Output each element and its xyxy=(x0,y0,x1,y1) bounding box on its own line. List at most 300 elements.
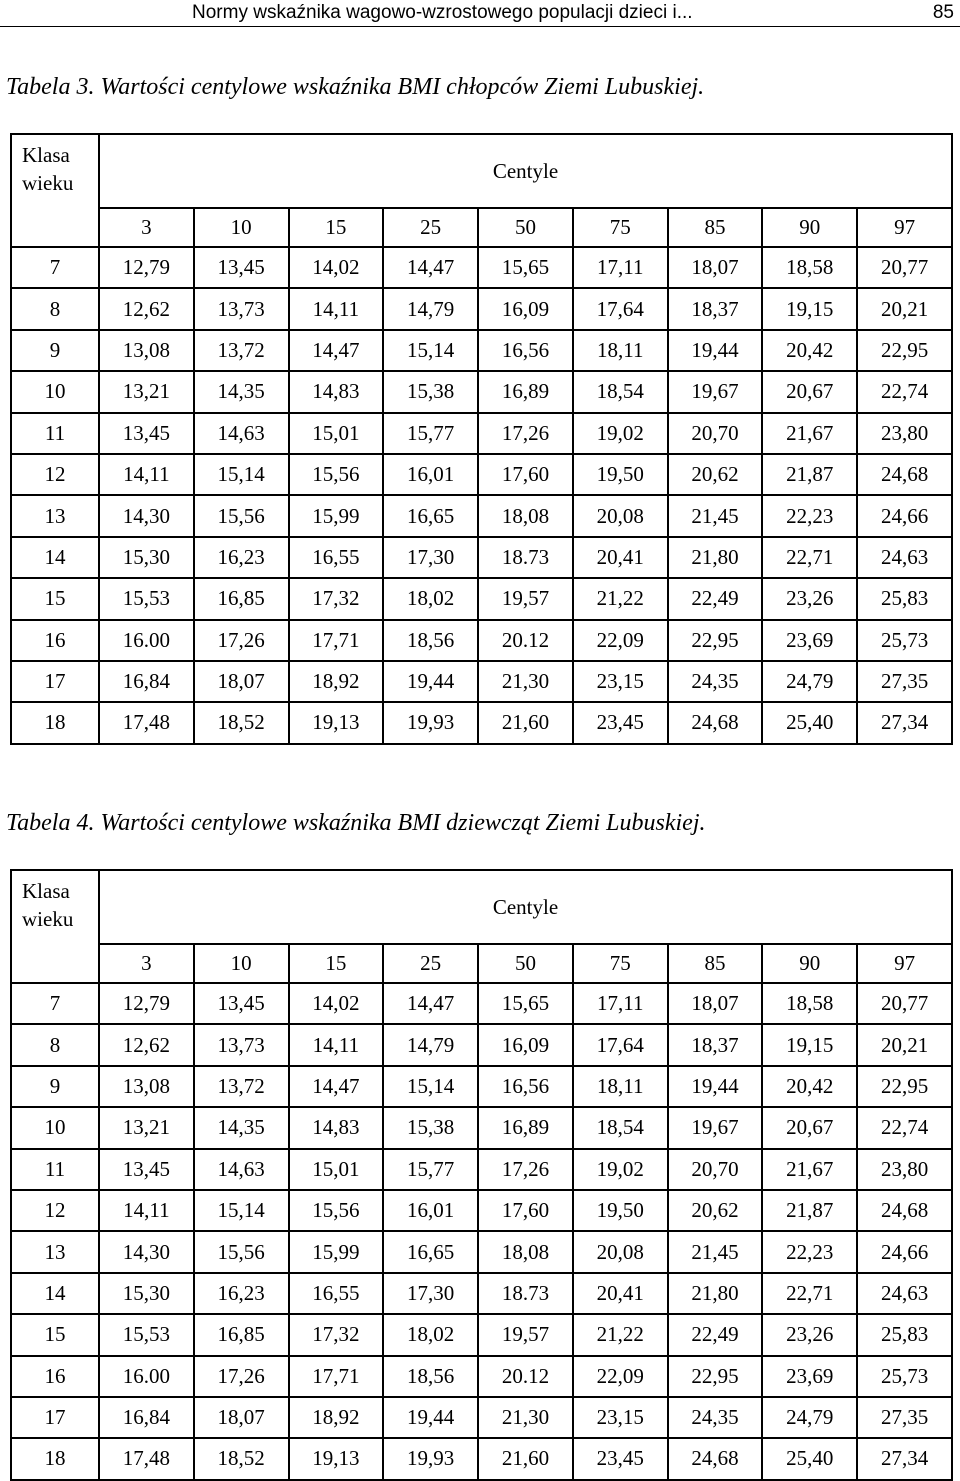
bmi-value-cell: 19,67 xyxy=(668,371,763,412)
bmi-value-cell: 20,67 xyxy=(762,371,857,412)
bmi-value-cell: 17,64 xyxy=(573,1024,668,1065)
age-cell: 12 xyxy=(11,454,99,495)
bmi-value-cell: 14,47 xyxy=(383,983,478,1024)
bmi-value-cell: 14,11 xyxy=(289,1024,384,1065)
bmi-value-cell: 20,70 xyxy=(668,413,763,454)
age-header-line: wieku xyxy=(22,907,74,931)
bmi-value-cell: 22,95 xyxy=(668,620,763,661)
bmi-value-cell: 20,67 xyxy=(762,1107,857,1148)
bmi-value-cell: 22,49 xyxy=(668,1314,763,1355)
bmi-value-cell: 14,30 xyxy=(99,495,194,536)
bmi-value-cell: 18,52 xyxy=(194,1438,289,1479)
centile-label: 15 xyxy=(289,944,384,983)
bmi-value-cell: 16,89 xyxy=(478,1107,573,1148)
bmi-value-cell: 14,83 xyxy=(289,371,384,412)
bmi-value-cell: 21,45 xyxy=(668,495,763,536)
bmi-value-cell: 18,37 xyxy=(668,288,763,329)
running-header-title: Normy wskaźnika wagowo-wzrostowego populacji dzieci i... xyxy=(192,2,693,23)
bmi-value-cell: 24,63 xyxy=(857,537,952,578)
bmi-value-cell: 19,57 xyxy=(478,1314,573,1355)
centiles-header: Centyle xyxy=(99,870,952,944)
bmi-value-cell: 12,79 xyxy=(99,983,194,1024)
bmi-value-cell: 19,15 xyxy=(762,288,857,329)
bmi-value-cell: 13,72 xyxy=(194,330,289,371)
table-row xyxy=(11,1231,952,1272)
bmi-value-cell: 23,15 xyxy=(573,661,668,702)
table-row xyxy=(11,620,952,661)
bmi-value-cell: 17,26 xyxy=(194,1356,289,1397)
bmi-value-cell: 17,11 xyxy=(573,247,668,288)
centile-label: 25 xyxy=(383,944,478,983)
bmi-value-cell: 17,30 xyxy=(383,537,478,578)
table-caption: Tabela 3. Wartości centylowe wskaźnika BMI chłopców Ziemi Lubuskiej. xyxy=(6,74,705,100)
bmi-value-cell: 19,44 xyxy=(668,1066,763,1107)
bmi-value-cell: 19,02 xyxy=(573,413,668,454)
bmi-value-cell: 16,09 xyxy=(478,1024,573,1065)
centile-label: 85 xyxy=(668,944,763,983)
bmi-value-cell: 19,50 xyxy=(573,454,668,495)
bmi-value-cell: 25,83 xyxy=(857,1314,952,1355)
bmi-value-cell: 22,95 xyxy=(857,330,952,371)
bmi-value-cell: 24,79 xyxy=(762,661,857,702)
bmi-value-cell: 18,58 xyxy=(762,983,857,1024)
bmi-value-cell: 18,92 xyxy=(289,661,384,702)
table-row xyxy=(11,454,952,495)
centiles-header: Centyle xyxy=(99,134,952,208)
age-cell: 10 xyxy=(11,1107,99,1148)
bmi-value-cell: 18,52 xyxy=(194,702,289,743)
bmi-value-cell: 14,11 xyxy=(99,454,194,495)
bmi-value-cell: 21,22 xyxy=(573,578,668,619)
age-cell: 8 xyxy=(11,1024,99,1065)
bmi-value-cell: 24,68 xyxy=(668,1438,763,1479)
bmi-value-cell: 15,38 xyxy=(383,1107,478,1148)
bmi-value-cell: 15,56 xyxy=(194,495,289,536)
bmi-value-cell: 18,07 xyxy=(668,983,763,1024)
bmi-value-cell: 15,30 xyxy=(99,1273,194,1314)
bmi-value-cell: 16,65 xyxy=(383,1231,478,1272)
bmi-value-cell: 18,37 xyxy=(668,1024,763,1065)
bmi-value-cell: 25,40 xyxy=(762,1438,857,1479)
bmi-value-cell: 13,45 xyxy=(194,983,289,1024)
bmi-value-cell: 17,71 xyxy=(289,620,384,661)
bmi-value-cell: 14,79 xyxy=(383,1024,478,1065)
bmi-value-cell: 18,54 xyxy=(573,1107,668,1148)
bmi-value-cell: 15,56 xyxy=(194,1231,289,1272)
age-cell: 13 xyxy=(11,495,99,536)
age-cell: 12 xyxy=(11,1190,99,1231)
bmi-value-cell: 20,62 xyxy=(668,454,763,495)
bmi-value-cell: 18,92 xyxy=(289,1397,384,1438)
table-row xyxy=(11,1190,952,1231)
bmi-value-cell: 25,40 xyxy=(762,702,857,743)
bmi-value-cell: 17,60 xyxy=(478,1190,573,1231)
bmi-value-cell: 18,11 xyxy=(573,330,668,371)
bmi-value-cell: 24,35 xyxy=(668,1397,763,1438)
bmi-value-cell: 23,69 xyxy=(762,620,857,661)
table-row xyxy=(11,247,952,288)
bmi-value-cell: 12,62 xyxy=(99,1024,194,1065)
age-cell: 9 xyxy=(11,330,99,371)
bmi-value-cell: 14,11 xyxy=(289,288,384,329)
bmi-value-cell: 16,89 xyxy=(478,371,573,412)
bmi-value-cell: 20,41 xyxy=(573,1273,668,1314)
bmi-value-cell: 24,66 xyxy=(857,1231,952,1272)
bmi-value-cell: 14,63 xyxy=(194,413,289,454)
bmi-value-cell: 18.73 xyxy=(478,1273,573,1314)
bmi-value-cell: 19,13 xyxy=(289,702,384,743)
bmi-value-cell: 17,26 xyxy=(478,1149,573,1190)
bmi-value-cell: 21,80 xyxy=(668,537,763,578)
age-cell: 16 xyxy=(11,1356,99,1397)
bmi-value-cell: 20,21 xyxy=(857,288,952,329)
bmi-value-cell: 16,85 xyxy=(194,578,289,619)
bmi-value-cell: 16.00 xyxy=(99,1356,194,1397)
age-cell: 11 xyxy=(11,413,99,454)
bmi-value-cell: 19,15 xyxy=(762,1024,857,1065)
bmi-value-cell: 24,68 xyxy=(857,454,952,495)
page-number: 85 xyxy=(932,2,954,23)
bmi-value-cell: 21,30 xyxy=(478,1397,573,1438)
age-cell: 9 xyxy=(11,1066,99,1107)
bmi-value-cell: 16,01 xyxy=(383,1190,478,1231)
bmi-value-cell: 23,15 xyxy=(573,1397,668,1438)
bmi-value-cell: 27,34 xyxy=(857,702,952,743)
bmi-value-cell: 19,02 xyxy=(573,1149,668,1190)
age-cell: 11 xyxy=(11,1149,99,1190)
age-class-header xyxy=(11,134,99,247)
bmi-value-cell: 19,44 xyxy=(383,1397,478,1438)
age-header-line: Klasa xyxy=(22,879,70,903)
bmi-value-cell: 16,84 xyxy=(99,661,194,702)
bmi-value-cell: 16,84 xyxy=(99,1397,194,1438)
centile-label: 3 xyxy=(99,208,194,247)
bmi-value-cell: 14,02 xyxy=(289,983,384,1024)
bmi-value-cell: 14,02 xyxy=(289,247,384,288)
centile-label: 3 xyxy=(99,944,194,983)
bmi-value-cell: 17,48 xyxy=(99,1438,194,1479)
table-caption: Tabela 4. Wartości centylowe wskaźnika BMI dziewcząt Ziemi Lubuskiej. xyxy=(6,810,706,836)
bmi-value-cell: 18,58 xyxy=(762,247,857,288)
bmi-value-cell: 23,80 xyxy=(857,413,952,454)
bmi-value-cell: 18.73 xyxy=(478,537,573,578)
header-row xyxy=(11,870,952,944)
bmi-value-cell: 20.12 xyxy=(478,1356,573,1397)
bmi-value-cell: 19,44 xyxy=(383,661,478,702)
centile-label: 15 xyxy=(289,208,384,247)
bmi-value-cell: 14,35 xyxy=(194,371,289,412)
bmi-value-cell: 24,79 xyxy=(762,1397,857,1438)
bmi-value-cell: 23,45 xyxy=(573,1438,668,1479)
bmi-value-cell: 16.00 xyxy=(99,620,194,661)
table-row xyxy=(11,1066,952,1107)
bmi-value-cell: 15,77 xyxy=(383,1149,478,1190)
bmi-value-cell: 21,60 xyxy=(478,702,573,743)
bmi-value-cell: 20,41 xyxy=(573,537,668,578)
bmi-value-cell: 16,23 xyxy=(194,537,289,578)
bmi-value-cell: 22,49 xyxy=(668,578,763,619)
centile-label: 10 xyxy=(194,944,289,983)
bmi-value-cell: 25,73 xyxy=(857,620,952,661)
bmi-value-cell: 17,60 xyxy=(478,454,573,495)
table-row xyxy=(11,537,952,578)
bmi-value-cell: 16,56 xyxy=(478,330,573,371)
age-cell: 16 xyxy=(11,620,99,661)
bmi-value-cell: 27,34 xyxy=(857,1438,952,1479)
bmi-value-cell: 16,55 xyxy=(289,537,384,578)
bmi-value-cell: 21,30 xyxy=(478,661,573,702)
table-row xyxy=(11,983,952,1024)
bmi-value-cell: 14,35 xyxy=(194,1107,289,1148)
bmi-value-cell: 14,11 xyxy=(99,1190,194,1231)
table-row xyxy=(11,1397,952,1438)
bmi-value-cell: 19,93 xyxy=(383,702,478,743)
age-cell: 10 xyxy=(11,371,99,412)
bmi-value-cell: 22,23 xyxy=(762,1231,857,1272)
bmi-value-cell: 18,54 xyxy=(573,371,668,412)
bmi-value-cell: 17,71 xyxy=(289,1356,384,1397)
bmi-value-cell: 13,08 xyxy=(99,330,194,371)
bmi-value-cell: 20,77 xyxy=(857,247,952,288)
bmi-value-cell: 19,67 xyxy=(668,1107,763,1148)
bmi-value-cell: 16,85 xyxy=(194,1314,289,1355)
bmi-value-cell: 21,22 xyxy=(573,1314,668,1355)
bmi-value-cell: 13,21 xyxy=(99,1107,194,1148)
bmi-value-cell: 22,09 xyxy=(573,620,668,661)
age-cell: 18 xyxy=(11,1438,99,1479)
bmi-value-cell: 22,95 xyxy=(668,1356,763,1397)
bmi-value-cell: 15,99 xyxy=(289,495,384,536)
age-cell: 8 xyxy=(11,288,99,329)
table-row xyxy=(11,1107,952,1148)
bmi-value-cell: 18,08 xyxy=(478,495,573,536)
bmi-value-cell: 20,42 xyxy=(762,330,857,371)
bmi-value-cell: 15,01 xyxy=(289,413,384,454)
bmi-value-cell: 20,77 xyxy=(857,983,952,1024)
bmi-value-cell: 21,87 xyxy=(762,1190,857,1231)
table-row xyxy=(11,1314,952,1355)
table-row xyxy=(11,495,952,536)
table-row xyxy=(11,1273,952,1314)
bmi-value-cell: 23,26 xyxy=(762,578,857,619)
age-header-line: Klasa xyxy=(22,143,70,167)
table-row xyxy=(11,702,952,743)
bmi-value-cell: 17,26 xyxy=(478,413,573,454)
bmi-value-cell: 15,14 xyxy=(383,1066,478,1107)
centile-label: 85 xyxy=(668,208,763,247)
age-header-line: wieku xyxy=(22,171,74,195)
bmi-value-cell: 20,42 xyxy=(762,1066,857,1107)
table-row xyxy=(11,1024,952,1065)
bmi-value-cell: 27,35 xyxy=(857,661,952,702)
bmi-value-cell: 18,56 xyxy=(383,620,478,661)
bmi-value-cell: 15,56 xyxy=(289,1190,384,1231)
age-cell: 7 xyxy=(11,983,99,1024)
bmi-value-cell: 17,48 xyxy=(99,702,194,743)
bmi-value-cell: 19,50 xyxy=(573,1190,668,1231)
bmi-value-cell: 21,67 xyxy=(762,413,857,454)
bmi-value-cell: 22,74 xyxy=(857,1107,952,1148)
age-cell: 15 xyxy=(11,1314,99,1355)
bmi-value-cell: 18,07 xyxy=(194,661,289,702)
running-header xyxy=(0,0,960,27)
bmi-value-cell: 24,68 xyxy=(857,1190,952,1231)
bmi-value-cell: 18,02 xyxy=(383,1314,478,1355)
centile-label: 97 xyxy=(857,208,952,247)
bmi-value-cell: 25,83 xyxy=(857,578,952,619)
bmi-value-cell: 14,63 xyxy=(194,1149,289,1190)
bmi-value-cell: 21,67 xyxy=(762,1149,857,1190)
table-row xyxy=(11,1356,952,1397)
bmi-value-cell: 13,21 xyxy=(99,371,194,412)
bmi-table-boys xyxy=(10,133,953,745)
table-row xyxy=(11,413,952,454)
age-cell: 15 xyxy=(11,578,99,619)
bmi-value-cell: 19,93 xyxy=(383,1438,478,1479)
bmi-value-cell: 15,56 xyxy=(289,454,384,495)
bmi-value-cell: 14,83 xyxy=(289,1107,384,1148)
bmi-value-cell: 15,01 xyxy=(289,1149,384,1190)
age-cell: 17 xyxy=(11,1397,99,1438)
bmi-value-cell: 17,26 xyxy=(194,620,289,661)
bmi-value-cell: 22,95 xyxy=(857,1066,952,1107)
bmi-value-cell: 15,14 xyxy=(194,1190,289,1231)
header-row xyxy=(11,134,952,208)
bmi-value-cell: 22,09 xyxy=(573,1356,668,1397)
bmi-value-cell: 15,99 xyxy=(289,1231,384,1272)
centile-labels-row xyxy=(11,208,952,247)
bmi-value-cell: 14,47 xyxy=(289,330,384,371)
age-cell: 17 xyxy=(11,661,99,702)
age-cell: 14 xyxy=(11,1273,99,1314)
bmi-value-cell: 13,45 xyxy=(194,247,289,288)
centile-labels-row xyxy=(11,944,952,983)
centile-label: 97 xyxy=(857,944,952,983)
bmi-value-cell: 16,23 xyxy=(194,1273,289,1314)
bmi-value-cell: 22,71 xyxy=(762,537,857,578)
bmi-value-cell: 16,56 xyxy=(478,1066,573,1107)
centile-label: 90 xyxy=(762,208,857,247)
bmi-value-cell: 23,69 xyxy=(762,1356,857,1397)
bmi-value-cell: 14,79 xyxy=(383,288,478,329)
table-row xyxy=(11,288,952,329)
bmi-value-cell: 15,30 xyxy=(99,537,194,578)
bmi-value-cell: 13,08 xyxy=(99,1066,194,1107)
bmi-value-cell: 18,07 xyxy=(668,247,763,288)
table-row xyxy=(11,1149,952,1190)
bmi-value-cell: 24,35 xyxy=(668,661,763,702)
age-cell: 18 xyxy=(11,702,99,743)
bmi-value-cell: 13,45 xyxy=(99,413,194,454)
bmi-value-cell: 23,45 xyxy=(573,702,668,743)
table-row xyxy=(11,1438,952,1479)
bmi-value-cell: 19,57 xyxy=(478,578,573,619)
bmi-value-cell: 16,55 xyxy=(289,1273,384,1314)
bmi-value-cell: 14,47 xyxy=(289,1066,384,1107)
centile-label: 50 xyxy=(478,208,573,247)
bmi-value-cell: 27,35 xyxy=(857,1397,952,1438)
bmi-value-cell: 17,11 xyxy=(573,983,668,1024)
bmi-value-cell: 15,53 xyxy=(99,578,194,619)
bmi-value-cell: 24,68 xyxy=(668,702,763,743)
bmi-value-cell: 23,26 xyxy=(762,1314,857,1355)
bmi-value-cell: 21,60 xyxy=(478,1438,573,1479)
centile-label: 75 xyxy=(573,944,668,983)
bmi-value-cell: 20,08 xyxy=(573,1231,668,1272)
table-row xyxy=(11,578,952,619)
bmi-value-cell: 14,47 xyxy=(383,247,478,288)
bmi-value-cell: 15,14 xyxy=(194,454,289,495)
bmi-value-cell: 14,30 xyxy=(99,1231,194,1272)
bmi-value-cell: 25,73 xyxy=(857,1356,952,1397)
table-row xyxy=(11,371,952,412)
table-row xyxy=(11,661,952,702)
bmi-value-cell: 18,02 xyxy=(383,578,478,619)
bmi-value-cell: 13,72 xyxy=(194,1066,289,1107)
bmi-value-cell: 15,65 xyxy=(478,983,573,1024)
bmi-value-cell: 22,23 xyxy=(762,495,857,536)
bmi-value-cell: 21,45 xyxy=(668,1231,763,1272)
bmi-value-cell: 17,30 xyxy=(383,1273,478,1314)
bmi-table-girls xyxy=(10,869,953,1481)
bmi-value-cell: 16,65 xyxy=(383,495,478,536)
bmi-value-cell: 19,13 xyxy=(289,1438,384,1479)
bmi-value-cell: 20,08 xyxy=(573,495,668,536)
bmi-value-cell: 12,62 xyxy=(99,288,194,329)
centile-label: 50 xyxy=(478,944,573,983)
bmi-value-cell: 24,63 xyxy=(857,1273,952,1314)
age-class-header xyxy=(11,870,99,983)
bmi-value-cell: 17,32 xyxy=(289,1314,384,1355)
bmi-value-cell: 15,65 xyxy=(478,247,573,288)
bmi-value-cell: 15,14 xyxy=(383,330,478,371)
centile-label: 75 xyxy=(573,208,668,247)
bmi-value-cell: 18,07 xyxy=(194,1397,289,1438)
bmi-value-cell: 22,71 xyxy=(762,1273,857,1314)
bmi-value-cell: 23,80 xyxy=(857,1149,952,1190)
bmi-value-cell: 15,53 xyxy=(99,1314,194,1355)
bmi-value-cell: 15,77 xyxy=(383,413,478,454)
bmi-value-cell: 18,11 xyxy=(573,1066,668,1107)
age-cell: 13 xyxy=(11,1231,99,1272)
bmi-value-cell: 22,74 xyxy=(857,371,952,412)
bmi-value-cell: 17,64 xyxy=(573,288,668,329)
centile-label: 25 xyxy=(383,208,478,247)
bmi-value-cell: 13,73 xyxy=(194,288,289,329)
bmi-value-cell: 21,87 xyxy=(762,454,857,495)
bmi-value-cell: 15,38 xyxy=(383,371,478,412)
bmi-value-cell: 17,32 xyxy=(289,578,384,619)
bmi-value-cell: 13,45 xyxy=(99,1149,194,1190)
bmi-value-cell: 20,62 xyxy=(668,1190,763,1231)
table-row xyxy=(11,330,952,371)
age-cell: 14 xyxy=(11,537,99,578)
centile-label: 90 xyxy=(762,944,857,983)
bmi-value-cell: 24,66 xyxy=(857,495,952,536)
bmi-value-cell: 20,21 xyxy=(857,1024,952,1065)
bmi-value-cell: 16,09 xyxy=(478,288,573,329)
bmi-value-cell: 13,73 xyxy=(194,1024,289,1065)
bmi-value-cell: 21,80 xyxy=(668,1273,763,1314)
bmi-value-cell: 20.12 xyxy=(478,620,573,661)
bmi-value-cell: 12,79 xyxy=(99,247,194,288)
bmi-value-cell: 20,70 xyxy=(668,1149,763,1190)
bmi-value-cell: 19,44 xyxy=(668,330,763,371)
centile-label: 10 xyxy=(194,208,289,247)
bmi-value-cell: 16,01 xyxy=(383,454,478,495)
bmi-value-cell: 18,56 xyxy=(383,1356,478,1397)
age-cell: 7 xyxy=(11,247,99,288)
